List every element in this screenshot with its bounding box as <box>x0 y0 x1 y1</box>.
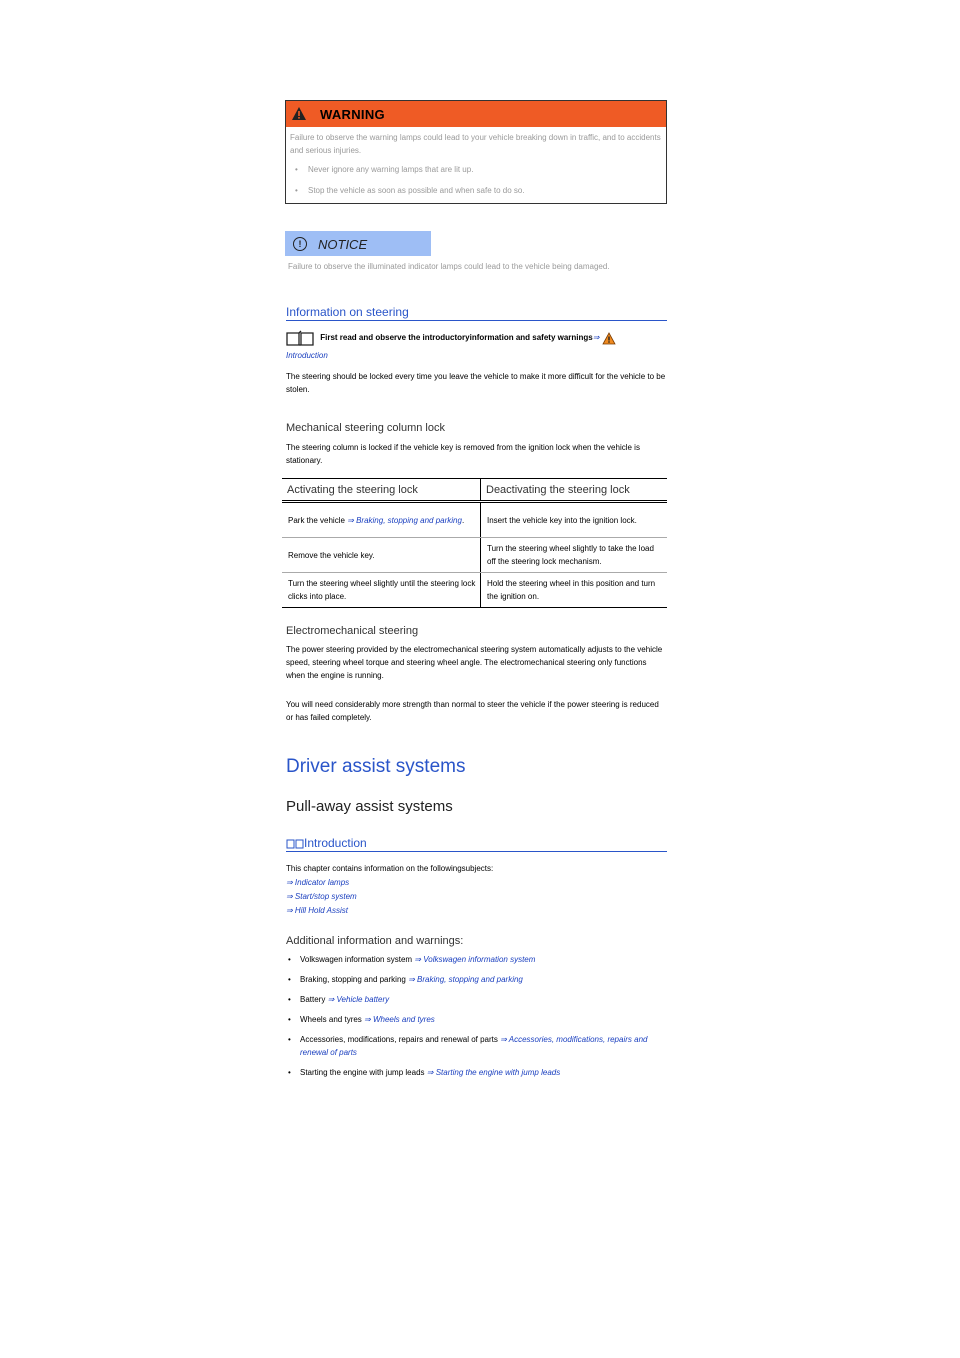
cell-text: . <box>461 515 465 525</box>
electro-paragraph-2: You will need considerably more strength than normal to steer the vehicle if the power steering is reduced or has failed completely. <box>286 700 659 722</box>
table-cell: Insert the vehicle key into the ignition lock. <box>481 502 668 538</box>
indicator-lamps-link[interactable]: ⇒ Indicator lamps <box>286 878 350 887</box>
table-row <box>282 538 667 573</box>
table-cell <box>282 502 481 538</box>
hill-hold-link[interactable]: ⇒ Hill Hold Assist <box>286 906 348 915</box>
arrow-link[interactable]: ⇒ <box>592 333 600 343</box>
table-row <box>282 573 667 608</box>
additional-info-list <box>286 953 666 1086</box>
steering-lock-table <box>282 478 667 608</box>
list-item: • Battery ⇒ Vehicle battery <box>286 993 666 1006</box>
notice-title: NOTICE <box>318 237 368 252</box>
warning-triangle-icon <box>291 106 307 121</box>
mech-lock-heading: Mechanical steering column lock <box>286 422 445 434</box>
section-heading-introduction <box>286 836 667 852</box>
braking-link[interactable]: ⇒ Braking, stopping and parking <box>347 515 462 525</box>
additional-info-heading: Additional information and warnings: <box>286 935 464 947</box>
notice-exclamation-icon: ! <box>293 237 307 251</box>
warning-triangle-icon <box>602 332 616 345</box>
list-item: • Volkswagen information system ⇒ Volkswagen information system <box>286 953 666 966</box>
steering-paragraph: The steering should be locked every time you leave the vehicle to make it more difficult for the vehicle to be stolen. <box>286 372 666 394</box>
table-cell: Turn the steering wheel slightly until the steering lock clicks into place. <box>282 573 481 608</box>
start-stop-link[interactable]: ⇒ Start/stop system <box>286 892 357 901</box>
table-cell: Remove the vehicle key. <box>282 538 481 573</box>
book-icon <box>286 330 314 346</box>
list-link[interactable]: ⇒ Volkswagen information system <box>414 955 536 964</box>
first-read-note <box>286 330 666 346</box>
list-item: • Braking, stopping and parking ⇒ Braking, stopping and parking <box>286 973 666 986</box>
warning-item: • Stop the vehicle as soon as possible and when safe to do so. <box>290 184 662 197</box>
table-header: Activating the steering lock <box>282 479 481 502</box>
list-item: • Wheels and tyres ⇒ Wheels and tyres <box>286 1013 666 1026</box>
table-cell: Turn the steering wheel slightly to take the load off the steering lock mechanism. <box>481 538 668 573</box>
table-cell: Hold the steering wheel in this position and turn the ignition on. <box>481 573 668 608</box>
list-item: • Starting the engine with jump leads ⇒ Starting the engine with jump leads <box>286 1066 666 1079</box>
section-title: Pull-away assist systems <box>286 798 453 815</box>
table-row <box>282 502 667 538</box>
intro-paragraph: This chapter contains information on the followingsubjects: <box>286 864 494 873</box>
book-icon <box>286 838 304 849</box>
chapter-title: Driver assist systems <box>286 756 466 777</box>
list-link[interactable]: ⇒ Vehicle battery <box>327 995 390 1004</box>
warning-item: • Never ignore any warning lamps that are lit up. <box>290 163 662 176</box>
first-read-text: First read and observe the introductoryinformation and safety warnings <box>320 333 593 343</box>
introduction-heading-text: Introduction <box>304 836 367 850</box>
list-link[interactable]: ⇒ Starting the engine with jump leads <box>426 1068 561 1077</box>
list-link[interactable]: ⇒ Accessories, modifications, repairs and renewal of parts <box>300 1035 648 1057</box>
electro-steering-heading: Electromechanical steering <box>286 625 419 637</box>
warning-text: Failure to observe the warning lamps could lead to your vehicle breaking down in traffic, and to accidents and serious injuries. <box>290 133 661 155</box>
table-header: Deactivating the steering lock <box>481 479 668 502</box>
warning-title: WARNING <box>320 107 385 122</box>
intro-link[interactable]: Introduction <box>286 351 328 360</box>
cell-text: Park the vehicle <box>288 515 345 525</box>
list-link[interactable]: ⇒ Braking, stopping and parking <box>408 975 523 984</box>
electro-paragraph-1: The power steering provided by the electromechanical steering system automatically adjusts to the vehicle speed, steering wheel torque and steering wheel angle. The electromechanical steering only functions when the engine is running. <box>286 645 663 680</box>
mech-lock-paragraph: The steering column is locked if the vehicle key is removed from the ignition lock when the vehicle is stationary. <box>286 443 640 465</box>
warning-box <box>285 100 667 204</box>
notice-header <box>285 231 431 256</box>
warning-header <box>286 101 666 127</box>
list-item: • Accessories, modifications, repairs and renewal of parts ⇒ Accessories, modifications, repairs and renewal of parts <box>286 1033 666 1059</box>
section-heading-steering: Information on steering <box>286 305 667 321</box>
list-link[interactable]: ⇒ Wheels and tyres <box>364 1015 435 1024</box>
notice-text: Failure to observe the illuminated indicator lamps could lead to the vehicle being damaged. <box>288 262 610 271</box>
